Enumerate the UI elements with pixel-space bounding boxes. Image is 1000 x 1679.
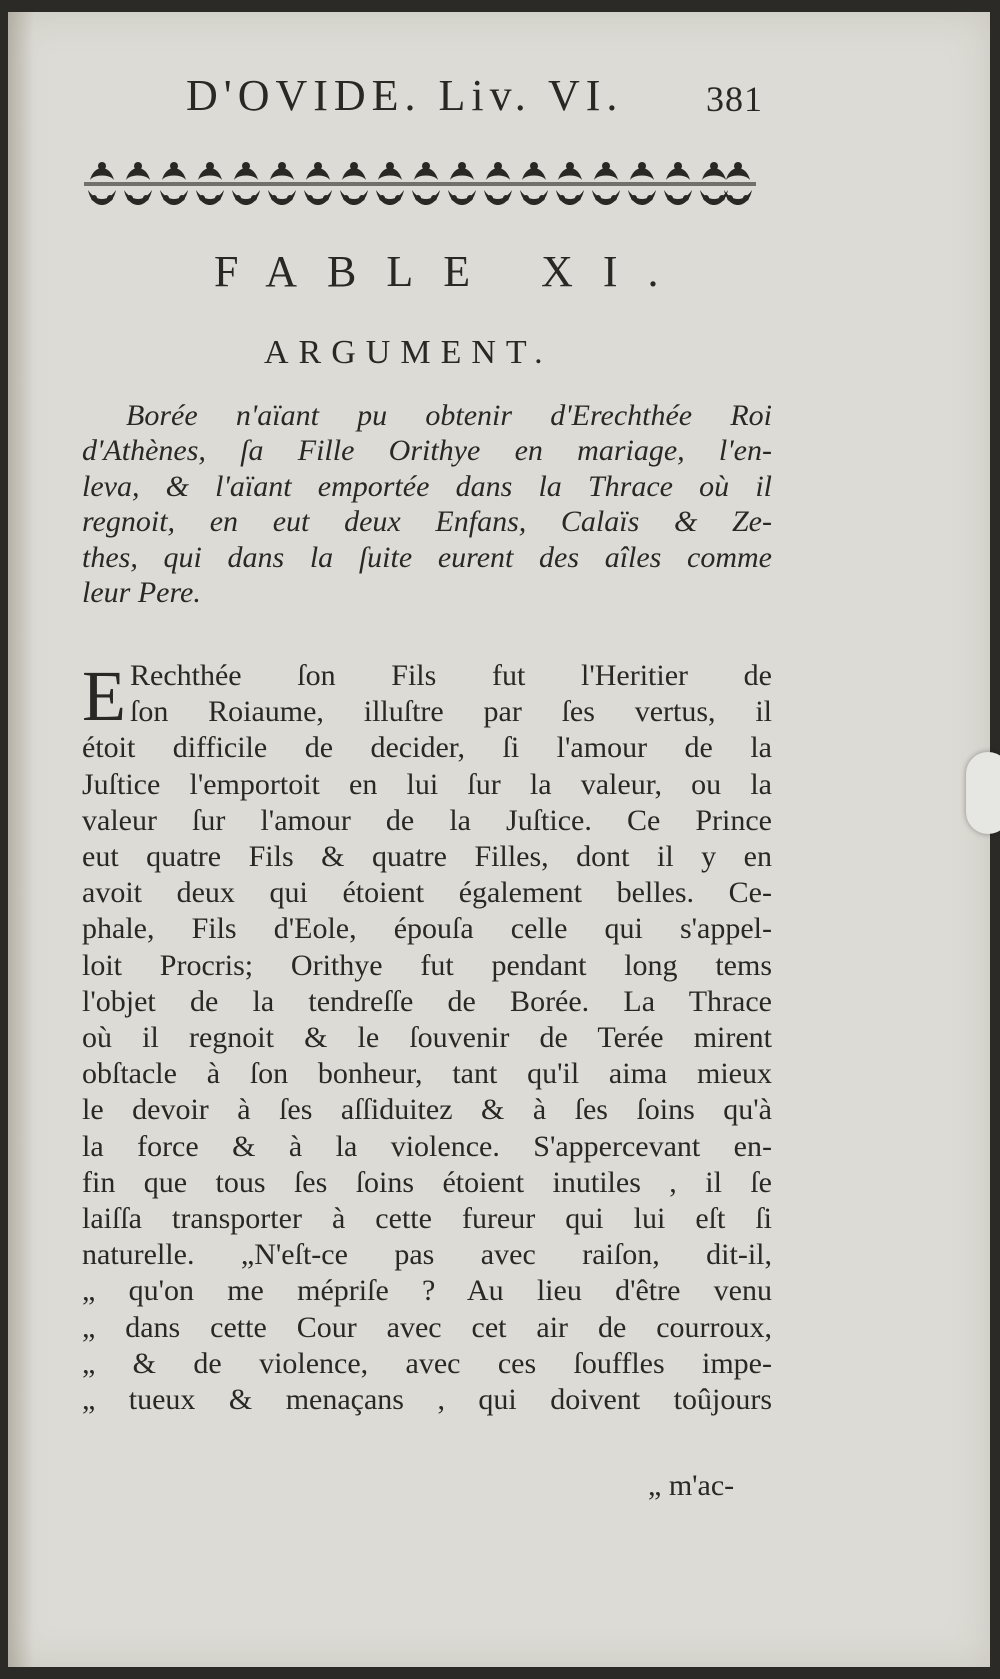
body-line: „ tueux & menaçans , qui doivent toûjours [82,1383,772,1417]
argument-line: Borée n'aïant pu obtenir d'Erechthée Roi [126,399,772,432]
body-line: „ & de violence, avec ces ſouffles impe- [82,1346,772,1380]
argument-line: regnoit, en eut deux Enfans, Calaïs & Ze- [82,505,772,539]
argument-line: d'Athènes, ſa Fille Orithye en mariage, l'en- [82,434,772,468]
body-line: naturelle. „N'eſt-ce pas avec raiſon, dit-il, [82,1238,772,1272]
body-line: où il regnoit & le ſouvenir de Terée mirent [82,1021,772,1055]
body-line: obſtacle à ſon bonheur, tant qu'il aima mieux [82,1057,772,1091]
body-line: l'objet de la tendreſſe de Borée. La Thrace [82,984,772,1018]
body-line: fin que tous ſes ſoins étoient inutiles , il ſe [82,1165,772,1199]
body-line: avoit deux qui étoient également belles. Ce- [82,876,772,910]
argument-line: leur Pere. [82,576,201,610]
drop-cap: E [82,656,126,736]
body-text [82,658,772,1418]
printers-ornament-band [84,156,756,218]
body-line: le devoir à ſes aſſiduitez & à ſes ſoins qu'à [82,1093,772,1127]
body-line: étoit difficile de decider, ſi l'amour de la [82,731,772,765]
page-number: 381 [706,79,763,119]
page-clip [966,752,1000,834]
body-line: la force & à la violence. S'appercevant en- [82,1129,772,1163]
argument-line: leva, & l'aïant emportée dans la Thrace où il [82,469,772,503]
body-line: Rechthée ſon Fils fut l'Heritier de [130,659,772,692]
catchword: „ m'ac- [648,1469,735,1502]
body-line: Juſtice l'emportoit en lui ſur la valeur, ou la [82,767,772,801]
body-line: phale, Fils d'Eole, épouſa celle qui s'appel- [82,912,772,946]
fable-title: FABLE XI. [214,247,689,296]
running-head-title: D'OVIDE. Liv. VI. [186,71,624,120]
argument-heading: ARGUMENT. [264,334,553,371]
body-line: eut quatre Fils & quatre Filles, dont il y en [82,840,772,874]
body-line: ſon Roiaume, illuſtre par ſes vertus, il [130,695,772,729]
body-line: laiſſa transporter à cette fureur qui lui eſt ſi [82,1202,772,1236]
body-line: „ dans cette Cour avec cet air de courroux, [82,1310,772,1344]
argument-line: thes, qui dans la ſuite eurent des aîles comme [82,540,772,574]
argument-text [82,398,772,610]
spine-shadow [8,12,34,1667]
body-line: „ qu'on me mépriſe ? Au lieu d'être venu [82,1274,772,1308]
running-head [186,70,786,130]
body-line: valeur ſur l'amour de la Juſtice. Ce Prince [82,803,772,837]
body-line: loit Procris; Orithye fut pendant long tems [82,948,772,982]
